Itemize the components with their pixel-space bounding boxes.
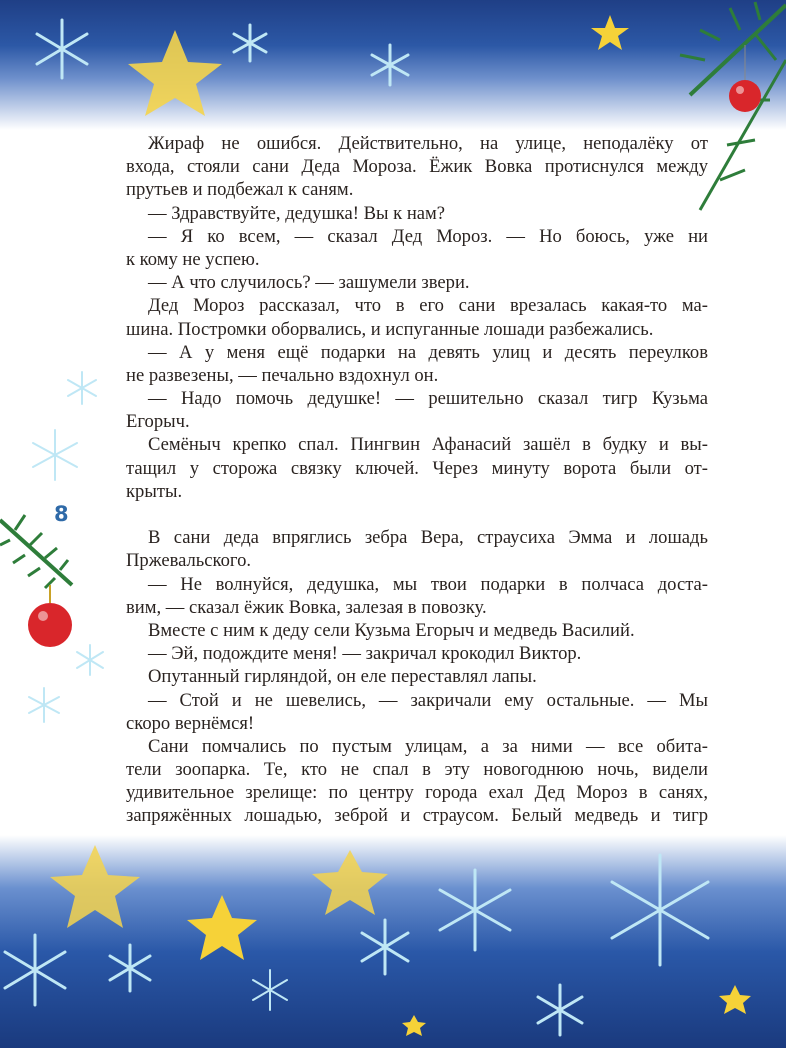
snowflake-icon — [29, 688, 59, 722]
text-line: — Надо помочь дедушке! — решительно сказал тигр Кузьма — [148, 388, 708, 410]
snowflake-icon — [253, 970, 287, 1010]
text-line: шина. Постромки оборвались, и испуганные лошади разбежались. — [126, 318, 654, 340]
snowflake-icon — [538, 985, 582, 1035]
snowflake-icon — [68, 372, 96, 404]
text-line: — Не волнуйся, дедушка, мы твои подарки в полчаса доста- — [148, 573, 708, 595]
text-line: — Здравствуйте, дедушка! Вы к нам? — [148, 202, 446, 224]
text-line: Пржевальского. — [126, 550, 252, 572]
text-line: прутьев и подбежал к саням. — [126, 179, 354, 201]
text-line: входа, стояли сани Деда Мороза. Ёжик Вовка протиснулся между — [126, 156, 708, 178]
text-line: крыты. — [126, 480, 183, 502]
text-line: Егорыч. — [126, 411, 190, 433]
text-line: Семёныч крепко спал. Пингвин Афанасий зашёл в будку и вы- — [148, 434, 708, 456]
snowflake-icon — [37, 20, 87, 78]
text-line: В сани деда впряглись зебра Вера, страусиха Эмма и лошадь — [148, 527, 708, 549]
snowflake-icon — [5, 935, 65, 1005]
snowflake-icon — [362, 920, 408, 974]
text-line: Вместе с ним к деду сели Кузьма Егорыч и медведь Василий. — [148, 619, 635, 641]
star-icon — [50, 845, 140, 928]
text-line: — Эй, подождите меня! — закричал крокодил Виктор. — [148, 643, 582, 665]
text-line: не развезены, — печально вздохнул он. — [126, 364, 439, 386]
text-line: — Я ко всем, — сказал Дед Мороз. — Но боюсь, уже ни — [148, 225, 708, 247]
text-line: запряжённых лошадью, зеброй и страусом. Белый медведь и тигр — [126, 805, 708, 827]
star-icon — [719, 985, 751, 1014]
text-line: Опутанный гирляндой, он еле переставлял лапы. — [148, 666, 537, 688]
snowflake-icon — [612, 855, 708, 965]
section-break — [126, 503, 708, 526]
star-icon — [312, 850, 388, 915]
text-line: — А у меня ещё подарки на девять улиц и десять переулков — [148, 341, 708, 363]
snowflake-icon — [110, 945, 150, 991]
text-line: к кому не успею. — [126, 248, 260, 270]
snowflake-icon — [77, 645, 103, 675]
text-line: вим, — сказал ёжик Вовка, залезая в повозку. — [126, 596, 487, 618]
text-line: Жираф не ошибся. Действительно, на улице, неподалёку от — [148, 133, 708, 154]
text-line: тели зоопарка. Те, кто не спал в эту новогоднюю ночь, видели — [126, 759, 708, 781]
story-text — [126, 132, 708, 828]
text-line: — Стой и не шевелись, — закричали ему остальные. — Мы — [148, 689, 708, 711]
text-line: удивительное зрелище: по центру города ехал Дед Мороз в санях, — [126, 782, 708, 804]
text-line: Сани помчались по пустым улицам, а за ними — все обита- — [148, 735, 708, 757]
star-icon — [187, 895, 257, 960]
page-number: 8 — [54, 502, 69, 526]
text-line: — А что случилось? — зашумели звери. — [148, 272, 470, 294]
snowflake-icon — [440, 870, 510, 950]
star-icon — [591, 15, 629, 50]
snowflake-icon — [33, 430, 77, 480]
star-icon — [402, 1015, 426, 1036]
text-line: Дед Мороз рассказал, что в его сани врезалась какая-то ма- — [148, 295, 708, 317]
star-icon — [128, 30, 222, 116]
text-line: скоро вернёмся! — [126, 712, 255, 734]
text-line: тащил у сторожа связку ключей. Через минуту ворота были от- — [126, 457, 708, 479]
ornament-icon — [28, 585, 72, 647]
snowflake-icon — [234, 25, 266, 61]
snowflake-icon — [372, 45, 408, 85]
